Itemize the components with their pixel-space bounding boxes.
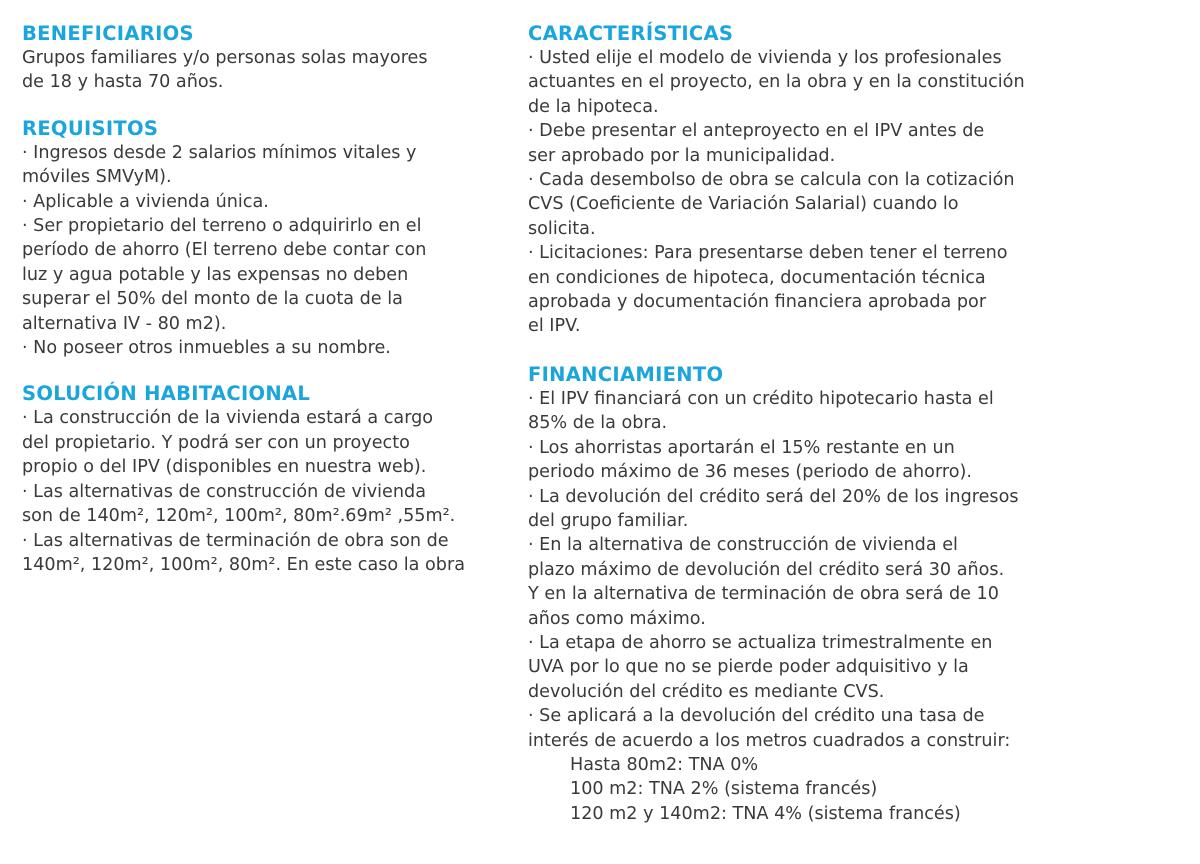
text-line: · Ser propietario del terreno o adquirirlo en el <box>22 216 422 237</box>
text-line: luz y agua potable y las expensas no deben <box>22 264 409 285</box>
text-line: · Los ahorristas aportarán el 15% restante en un <box>528 437 955 458</box>
text-line: periodo máximo de 36 meses (periodo de ahorro). <box>528 462 972 483</box>
text-line: son de 140m², 120m², 100m², 80m².69m² ,55m². <box>22 506 456 527</box>
text-line: actuantes en el proyecto, en la obra y en la constitución <box>528 72 1025 93</box>
text-line: plazo máximo de devolución del crédito será 30 años. <box>528 559 1005 580</box>
section-caracteristicas <box>528 22 1048 339</box>
text-line: Grupos familiares y/o personas solas mayores <box>22 48 428 68</box>
text-line: · Cada desembolso de obra se calcula con la cotización <box>528 170 1015 191</box>
text-line: aprobada y documentación financiera aprobada por <box>528 292 987 313</box>
text-line: interés de acuerdo a los metros cuadrados a construir: <box>528 730 1011 751</box>
section-solucion-habitacional <box>22 382 482 577</box>
heading-beneficiarios: BENEFICIARIOS <box>22 22 194 45</box>
text-line: de 18 y hasta 70 años. <box>22 72 224 93</box>
right-column <box>528 22 1048 826</box>
text-line: Y en la alternativa de terminación de obra será de 10 <box>528 584 999 605</box>
section-requisitos <box>22 117 482 361</box>
text-line: · Las alternativas de construcción de vivienda <box>22 481 426 502</box>
text-line: · Licitaciones: Para presentarse deben tener el terreno <box>528 243 1008 264</box>
text-line: ser aprobado por la municipalidad. <box>528 145 836 166</box>
heading-requisitos: REQUISITOS <box>22 116 159 140</box>
rate-line: Hasta 80m2: TNA 0% <box>570 754 759 775</box>
text-line: · La construcción de la vivienda estará a cargo <box>22 408 434 429</box>
text-line: propio o del IPV (disponibles en nuestra web). <box>22 457 427 478</box>
text-line: móviles SMVyM). <box>22 167 172 188</box>
text-line: período de ahorro (El terreno debe contar con <box>22 240 427 261</box>
rate-line: 120 m2 y 140m2: TNA 4% (sistema francés) <box>570 803 961 824</box>
text-line: en condiciones de hipoteca, documentación técnica <box>528 267 986 288</box>
text-line: de la hipoteca. <box>528 96 659 117</box>
text-line: · La devolución del crédito será del 20% de los ingresos <box>528 486 1019 507</box>
heading-caracteristicas: CARACTERÍSTICAS <box>528 22 734 45</box>
text-line: UVA por lo que no se pierde poder adquisitivo y la <box>528 657 969 678</box>
heading-solucion-habitacional: SOLUCIÓN HABITACIONAL <box>22 382 311 406</box>
text-line: · Aplicable a vivienda única. <box>22 191 269 212</box>
text-line: del grupo familiar. <box>528 510 689 531</box>
text-line: del propietario. Y podrá ser con un proyecto <box>22 432 410 453</box>
section-beneficiarios <box>22 22 482 95</box>
text-line: años como máximo. <box>528 608 706 629</box>
text-line: solicita. <box>528 218 596 239</box>
text-line: 85% de la obra. <box>528 413 668 434</box>
text-line: 140m², 120m², 100m², 80m². En este caso la obra <box>22 554 465 575</box>
text-line: · En la alternativa de construcción de vivienda el <box>528 535 958 556</box>
heading-financiamiento: FINANCIAMIENTO <box>528 362 724 386</box>
text-line: el IPV. <box>528 316 581 337</box>
text-line: devolución del crédito es mediante CVS. <box>528 681 885 702</box>
left-column <box>22 22 482 577</box>
text-line: alternativa IV - 80 m2). <box>22 313 227 334</box>
text-line: · Debe presentar el anteproyecto en el IPV antes de <box>528 121 985 142</box>
text-line: CVS (Coeficiente de Variación Salarial) cuando lo <box>528 194 959 215</box>
text-line: · El IPV financiará con un crédito hipotecario hasta el <box>528 388 994 409</box>
section-financiamiento <box>528 363 1048 826</box>
text-line: · Usted elije el modelo de vivienda y los profesionales <box>528 48 1002 68</box>
text-line: · Las alternativas de terminación de obra son de <box>22 530 449 551</box>
text-line: · Ingresos desde 2 salarios mínimos vitales y <box>22 142 417 163</box>
text-line: superar el 50% del monto de la cuota de la <box>22 289 403 310</box>
text-line: · La etapa de ahorro se actualiza trimestralmente en <box>528 632 993 653</box>
rate-line: 100 m2: TNA 2% (sistema francés) <box>570 779 878 800</box>
text-line: · No poseer otros inmuebles a su nombre. <box>22 338 391 359</box>
text-line: · Se aplicará a la devolución del crédito una tasa de <box>528 706 985 727</box>
